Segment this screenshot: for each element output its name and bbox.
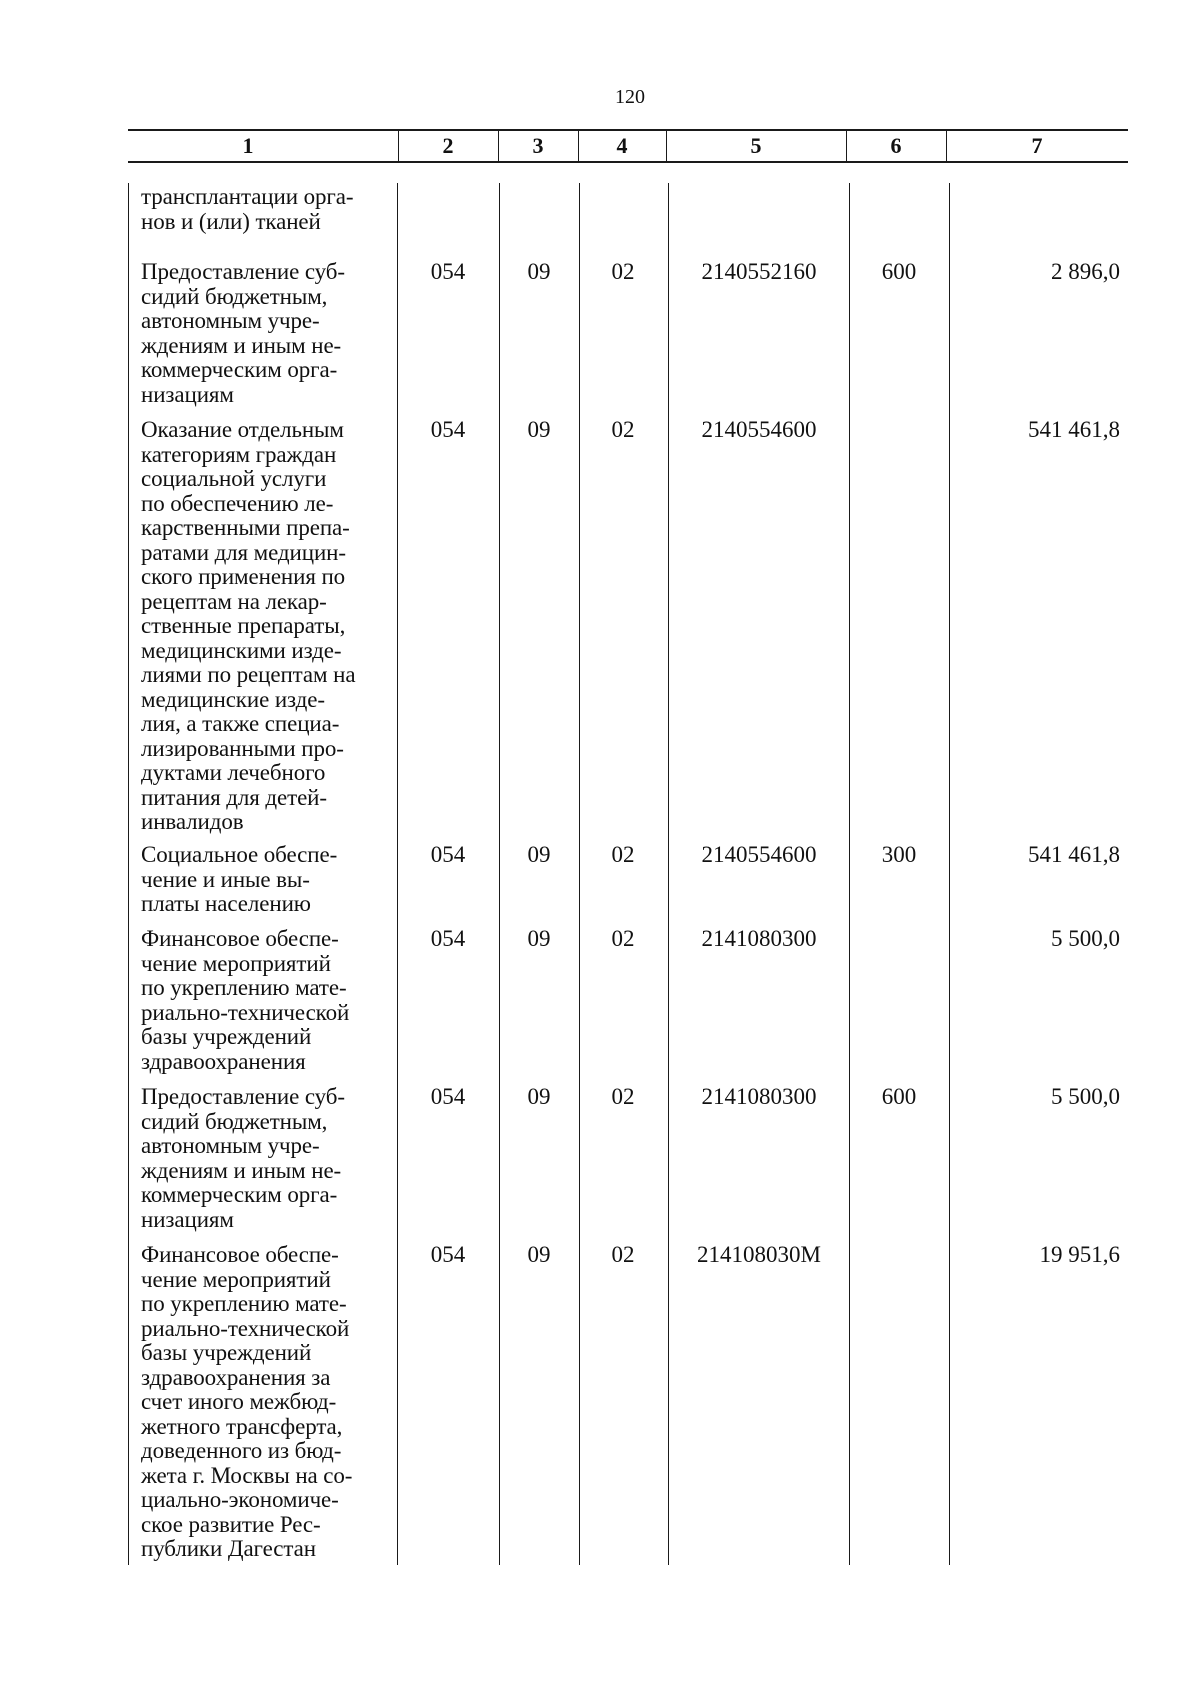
- header-col-3: 3: [532, 133, 544, 158]
- row-col-6: 600: [881, 1084, 917, 1109]
- row-col-6: 300: [881, 842, 917, 867]
- row-col-5: 214108030М: [697, 1242, 821, 1267]
- row-col-7: 2 896,0: [1051, 259, 1120, 284]
- row-col-2: 054: [430, 926, 466, 951]
- row-col-7: 5 500,0: [1051, 1084, 1120, 1109]
- header-col-1: 1: [242, 133, 254, 158]
- row-name: Финансовое обеспе- чение мероприятий по укреплению мате- риально-технической базы учреждений здравоохранения: [141, 926, 350, 1074]
- row-col-4: 02: [611, 1242, 635, 1267]
- page-number: 120: [615, 86, 645, 108]
- row-col-5: 2140554600: [701, 842, 817, 867]
- row-col-4: 02: [611, 417, 635, 442]
- row-col-5: 2141080300: [701, 926, 817, 951]
- row-name: Предоставление суб- сидий бюджетным, автономным учре- ждениям и иным не- коммерческим орга- низациям: [141, 259, 345, 407]
- row-col-5: 2141080300: [701, 1084, 817, 1109]
- row-col-3: 09: [527, 1242, 551, 1267]
- row-name: Финансовое обеспе- чение мероприятий по укреплению мате- риально-технической базы учреждений здравоохранения за счет иного межбюд- жетного трансферта, доведенного из бюд- жета г. Москвы на со- циально-экономиче- ское развитие Рес- публики Дагестан: [141, 1242, 353, 1561]
- row-name: Оказание отдельным категориям граждан социальной услуги по обеспечению ле- карственными препа- ратами для медицин- ского применения по рецептам на лекар- ственные препараты, медицинскими изде- лиями по рецептам на медицинские изде- лия, а также специа- лизированными про- дуктами лечебного питания для детей- инвалидов: [141, 417, 356, 834]
- header-col-7: 7: [1031, 133, 1043, 158]
- row-col-5: 2140554600: [701, 417, 817, 442]
- row-col-3: 09: [527, 417, 551, 442]
- row-col-7: 5 500,0: [1051, 926, 1120, 951]
- row-col-7: 541 461,8: [1028, 417, 1120, 442]
- row-col-4: 02: [611, 1084, 635, 1109]
- row-col-4: 02: [611, 926, 635, 951]
- row-col-3: 09: [527, 259, 551, 284]
- row-col-3: 09: [527, 926, 551, 951]
- row-col-4: 02: [611, 259, 635, 284]
- row-col-3: 09: [527, 1084, 551, 1109]
- row-col-2: 054: [430, 259, 466, 284]
- header-col-4: 4: [616, 133, 628, 158]
- table-header-row: [128, 129, 1128, 163]
- row-col-7: 541 461,8: [1028, 842, 1120, 867]
- row-col-3: 09: [527, 842, 551, 867]
- row-col-4: 02: [611, 842, 635, 867]
- row-col-5: 2140552160: [701, 259, 817, 284]
- column-divider: [499, 183, 500, 1565]
- row-name: трансплантации орга- нов и (или) тканей: [141, 184, 354, 234]
- row-col-6: 600: [881, 259, 917, 284]
- row-col-2: 054: [430, 1242, 466, 1267]
- header-col-2: 2: [442, 133, 454, 158]
- row-col-2: 054: [430, 842, 466, 867]
- column-divider: [397, 183, 398, 1565]
- column-divider: [668, 183, 669, 1565]
- row-name: Предоставление суб- сидий бюджетным, автономным учре- ждениям и иным не- коммерческим орга- низациям: [141, 1084, 345, 1232]
- column-divider: [579, 183, 580, 1565]
- header-col-5: 5: [750, 133, 762, 158]
- row-col-7: 19 951,6: [1039, 1242, 1120, 1267]
- row-col-2: 054: [430, 1084, 466, 1109]
- row-name: Социальное обеспе- чение и иные вы- платы населению: [141, 842, 338, 916]
- column-divider: [849, 183, 850, 1565]
- column-divider: [949, 183, 950, 1565]
- row-col-2: 054: [430, 417, 466, 442]
- column-divider: [128, 183, 129, 1565]
- header-col-6: 6: [890, 133, 902, 158]
